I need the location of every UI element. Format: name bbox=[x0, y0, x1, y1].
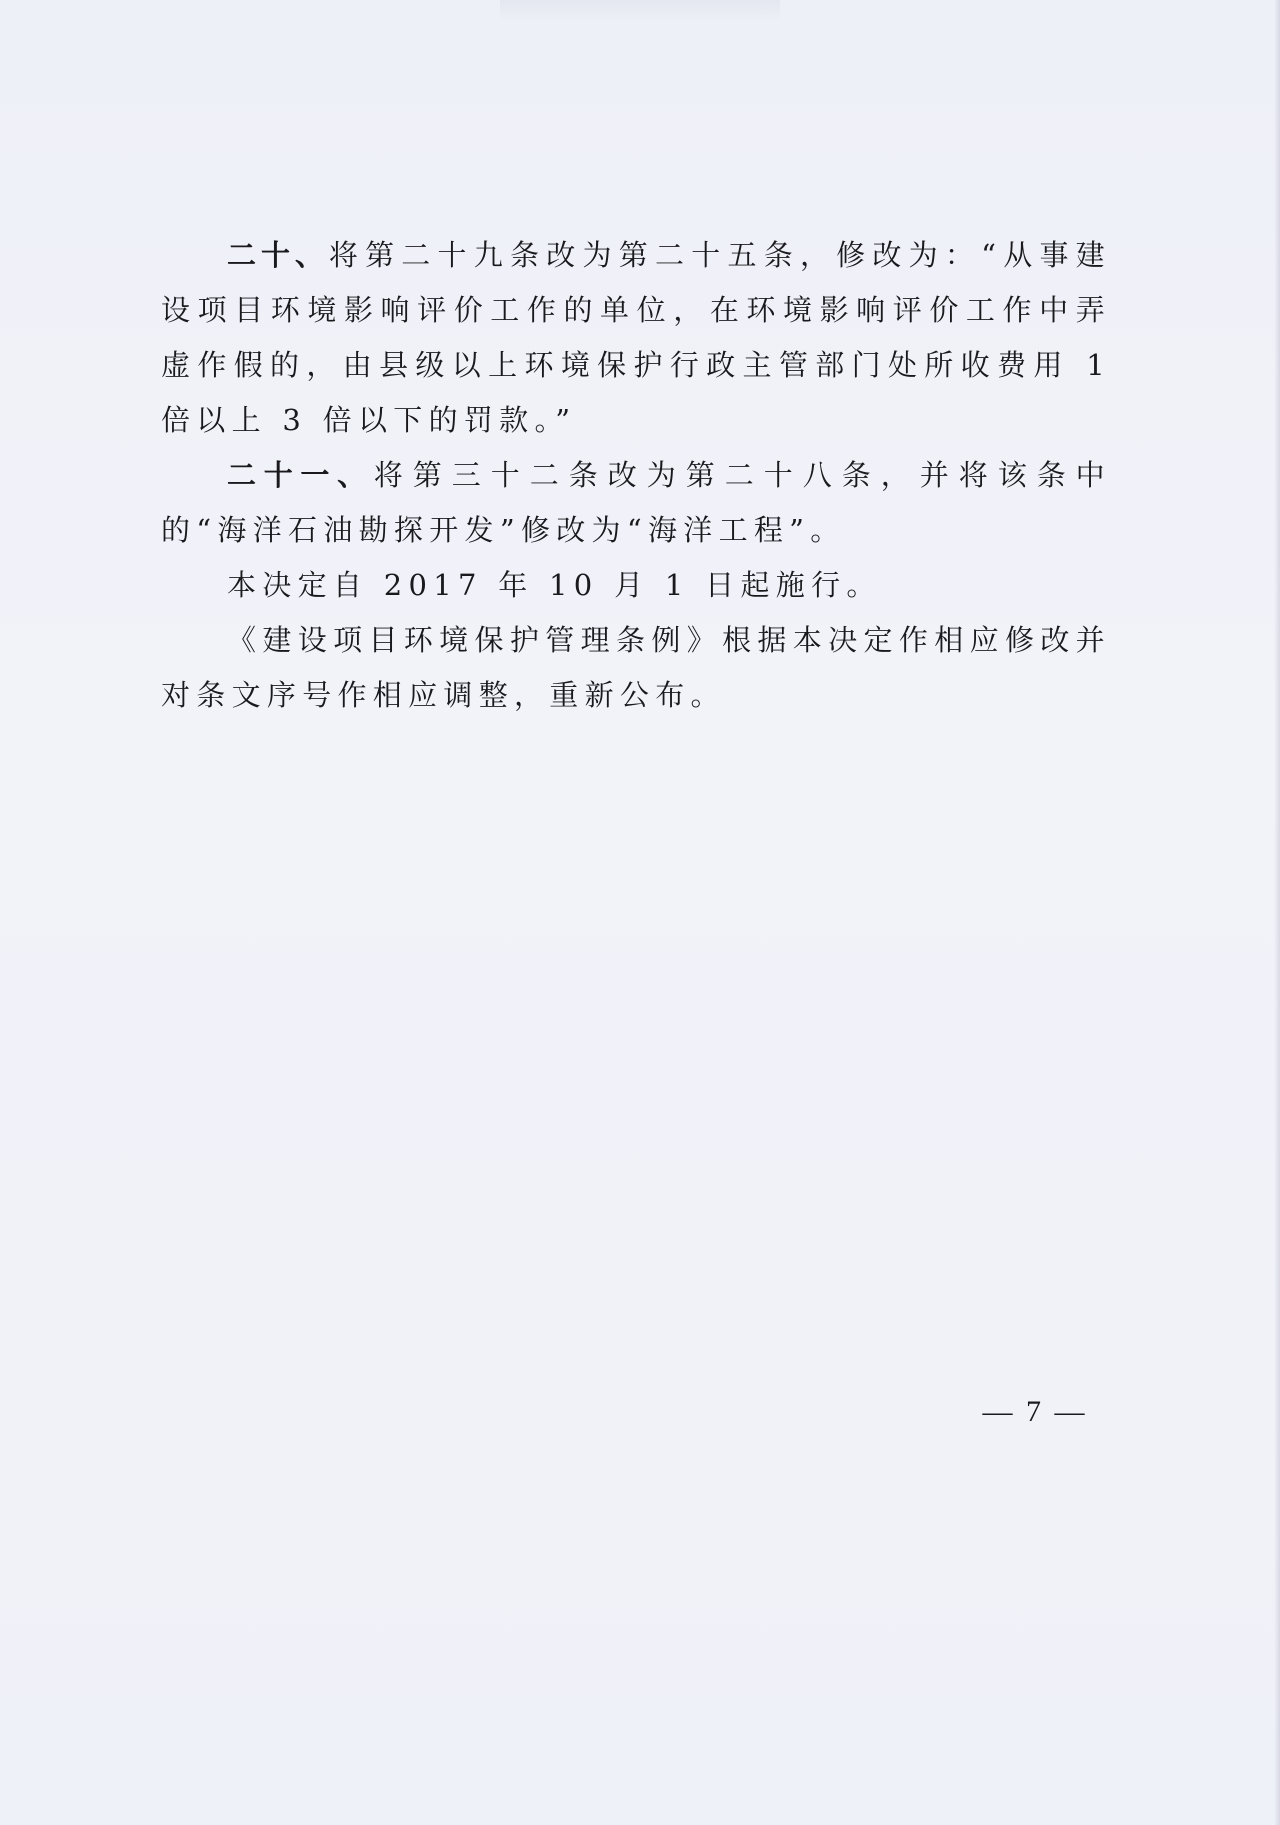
paragraph-lead: 二十、 bbox=[227, 238, 329, 272]
paragraph-text: 将第二十九条改为第二十五条，修改为：“从事建设项目环境影响评价工作的单位，在环境影响评价工作中弄虚作假的，由县级以上环境保护行政主管部门处所收费用 1 倍以上 3 倍以下的罚款。” bbox=[161, 238, 1111, 437]
paragraph-lead: 二十一、 bbox=[227, 458, 374, 492]
scan-bleed-through bbox=[500, 0, 780, 22]
paragraph-article-twenty bbox=[161, 228, 1111, 448]
paragraph-republication bbox=[161, 613, 1111, 723]
paragraph-text: 将第三十二条改为第二十八条，并将该条中的“海洋石油勘探开发”修改为“海洋工程”。 bbox=[161, 458, 1111, 547]
document-body bbox=[161, 228, 1111, 723]
paragraph-text: 《建设项目环境保护管理条例》根据本决定作相应修改并对条文序号作相应调整，重新公布。 bbox=[161, 623, 1111, 712]
paragraph-article-twenty-one bbox=[161, 448, 1111, 558]
page-edge-shadow bbox=[1274, 0, 1280, 1825]
paragraph-text: 本决定自 2017 年 10 月 1 日起施行。 bbox=[227, 568, 882, 602]
paragraph-effective-date bbox=[161, 558, 1111, 613]
page-number: — 7 — bbox=[982, 1395, 1088, 1428]
